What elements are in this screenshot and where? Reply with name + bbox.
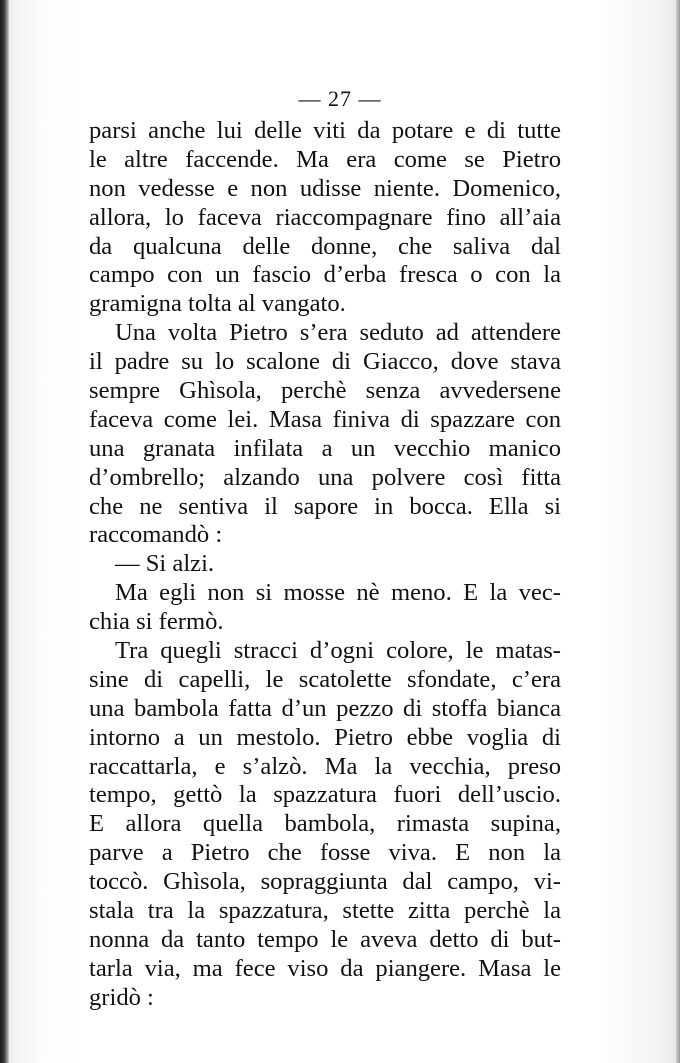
- text-line: raccomandò :: [89, 521, 223, 549]
- text-line: gridò :: [89, 983, 154, 1011]
- text-line: E allora quella bambola, rimasta supina,: [89, 810, 561, 838]
- text-line: allora, lo faceva riaccompagnare fino all’aia: [89, 203, 561, 231]
- text-line: parsi anche lui delle viti da potare e di tutte: [89, 117, 561, 144]
- text-line: Tra quegli stracci d’ogni colore, le matas-: [115, 637, 561, 665]
- text-line: sine di capelli, le scatolette sfondate, c’era: [89, 665, 561, 693]
- text-line: toccò. Ghìsola, sopraggiunta dal campo, vi-: [89, 868, 561, 896]
- text-line: — Si alzi.: [115, 550, 215, 578]
- body-text: [89, 117, 561, 1013]
- text-line: d’ombrello; alzando una polvere così fitta: [89, 463, 561, 491]
- text-line: campo con un fascio d’erba fresca o con la: [89, 261, 561, 289]
- text-line: una bambola fatta d’un pezzo di stoffa bianca: [89, 694, 561, 722]
- text-line: tarla via, ma fece viso da piangere. Masa le: [89, 954, 561, 982]
- page-edge: [676, 0, 680, 1063]
- page-number: — 27 —: [298, 86, 382, 111]
- text-line: sempre Ghìsola, perchè senza avvedersene: [89, 377, 561, 405]
- book-spine-shadow: [0, 0, 9, 1063]
- text-line: Una volta Pietro s’era seduto ad attendere: [115, 319, 561, 347]
- text-line: parve a Pietro che fosse viva. E non la: [89, 839, 561, 867]
- text-line: Ma egli non si mosse nè meno. E la vec-: [115, 579, 561, 607]
- text-line: il padre su lo scalone di Giacco, dove stava: [89, 348, 561, 376]
- text-line: faceva come lei. Masa finiva di spazzare con: [89, 405, 561, 433]
- text-line: gramigna tolta al vangato.: [89, 290, 346, 318]
- text-line: stala tra la spazzatura, stette zitta perchè la: [89, 897, 561, 925]
- text-line: una granata infilata a un vecchio manico: [89, 434, 561, 462]
- text-line: che ne sentiva il sapore in bocca. Ella si: [89, 492, 561, 520]
- text-line: chia si fermò.: [89, 608, 224, 636]
- text-line: nonna da tanto tempo le aveva detto di but-: [89, 925, 561, 953]
- text-line: le altre faccende. Ma era come se Pietro: [89, 145, 561, 173]
- text-line: intorno a un mestolo. Pietro ebbe voglia di: [89, 723, 561, 751]
- text-line: non vedesse e non udisse niente. Domenico,: [89, 174, 561, 202]
- text-line: da qualcuna delle donne, che saliva dal: [89, 232, 561, 260]
- text-line: tempo, gettò la spazzatura fuori dell’uscio.: [89, 781, 561, 809]
- text-line: raccattarla, e s’alzò. Ma la vecchia, preso: [89, 752, 561, 780]
